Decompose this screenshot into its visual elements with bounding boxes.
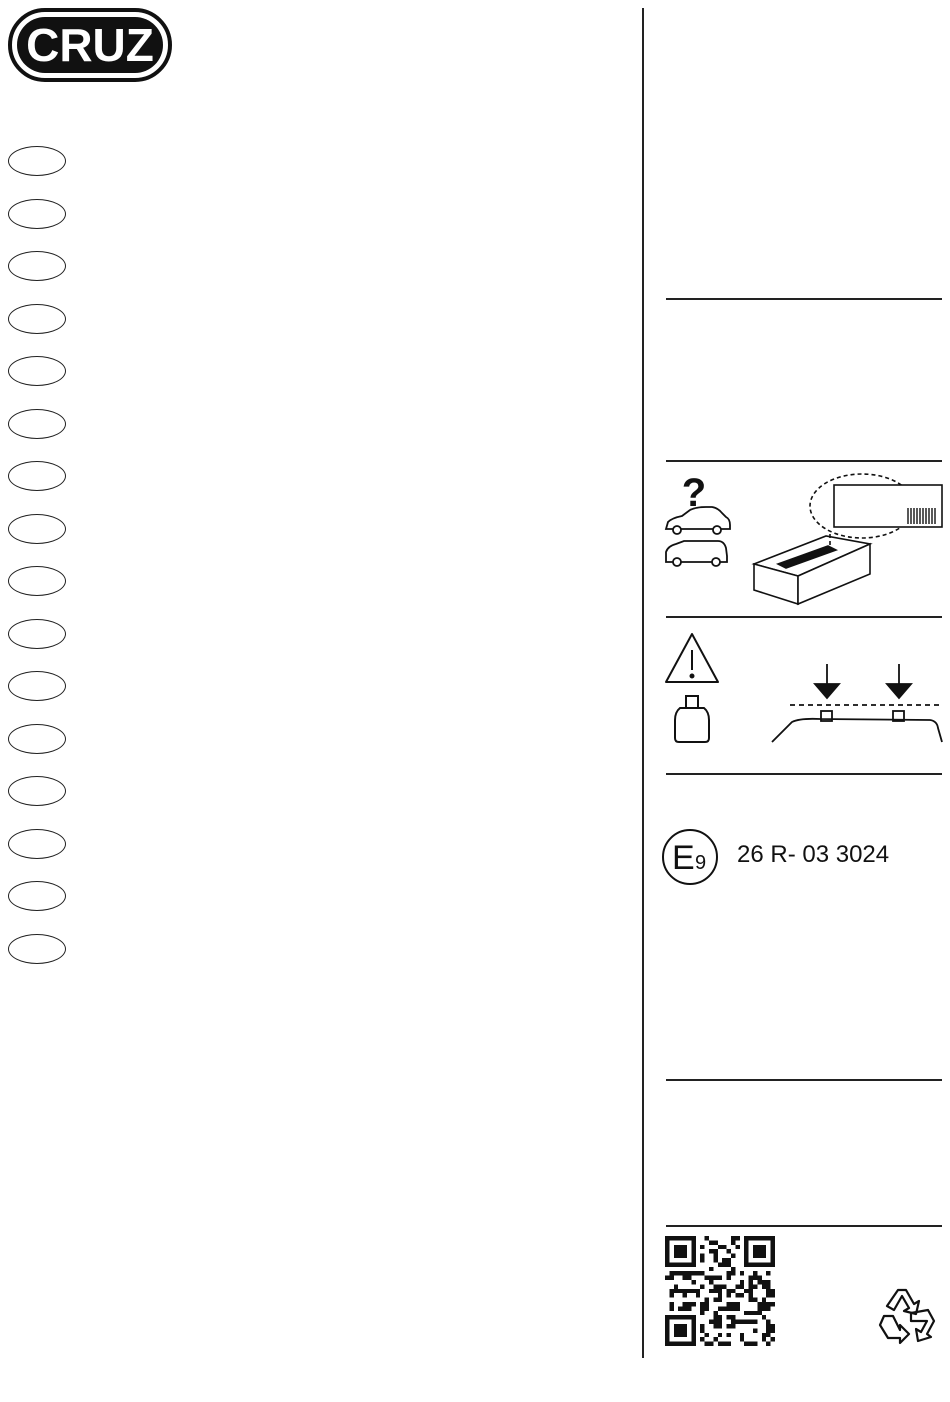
section-divider	[666, 298, 942, 300]
section-divider	[666, 1079, 942, 1081]
e-mark-icon	[662, 829, 722, 885]
recycle-icon	[876, 1284, 944, 1348]
svg-text:?: ?	[681, 471, 707, 515]
e-mark-letter: E	[672, 839, 695, 877]
language-marker	[8, 409, 66, 439]
qr-code	[665, 1236, 775, 1346]
section-divider	[666, 616, 942, 618]
language-marker	[8, 356, 66, 386]
language-marker	[8, 566, 66, 596]
language-marker	[8, 934, 66, 964]
warning-triangle-icon	[666, 634, 718, 682]
load-warning-panel	[650, 624, 945, 750]
cruz-logo	[8, 8, 172, 82]
language-marker	[8, 146, 66, 176]
language-marker	[8, 619, 66, 649]
brand-name: CRUZ	[26, 19, 154, 71]
van-car-icon	[666, 541, 727, 566]
column-divider	[642, 8, 644, 1358]
language-marker-list	[8, 146, 66, 986]
language-marker	[8, 724, 66, 754]
language-marker	[8, 671, 66, 701]
roof-load-points-diagram	[772, 664, 942, 742]
approval-mark	[662, 829, 942, 885]
language-marker	[8, 304, 66, 334]
language-marker	[8, 461, 66, 491]
language-marker	[8, 199, 66, 229]
section-divider	[666, 460, 942, 462]
section-divider	[666, 773, 942, 775]
language-marker	[8, 881, 66, 911]
language-marker	[8, 776, 66, 806]
vehicle-check-panel	[650, 468, 945, 610]
section-divider	[666, 1225, 942, 1227]
weight-icon	[675, 696, 709, 742]
language-marker	[8, 829, 66, 859]
e-mark-number: 9	[695, 852, 707, 874]
language-marker	[8, 251, 66, 281]
product-box-label-icon	[754, 474, 942, 604]
approval-number: 26 R- 03 3024	[737, 841, 890, 868]
language-marker	[8, 514, 66, 544]
